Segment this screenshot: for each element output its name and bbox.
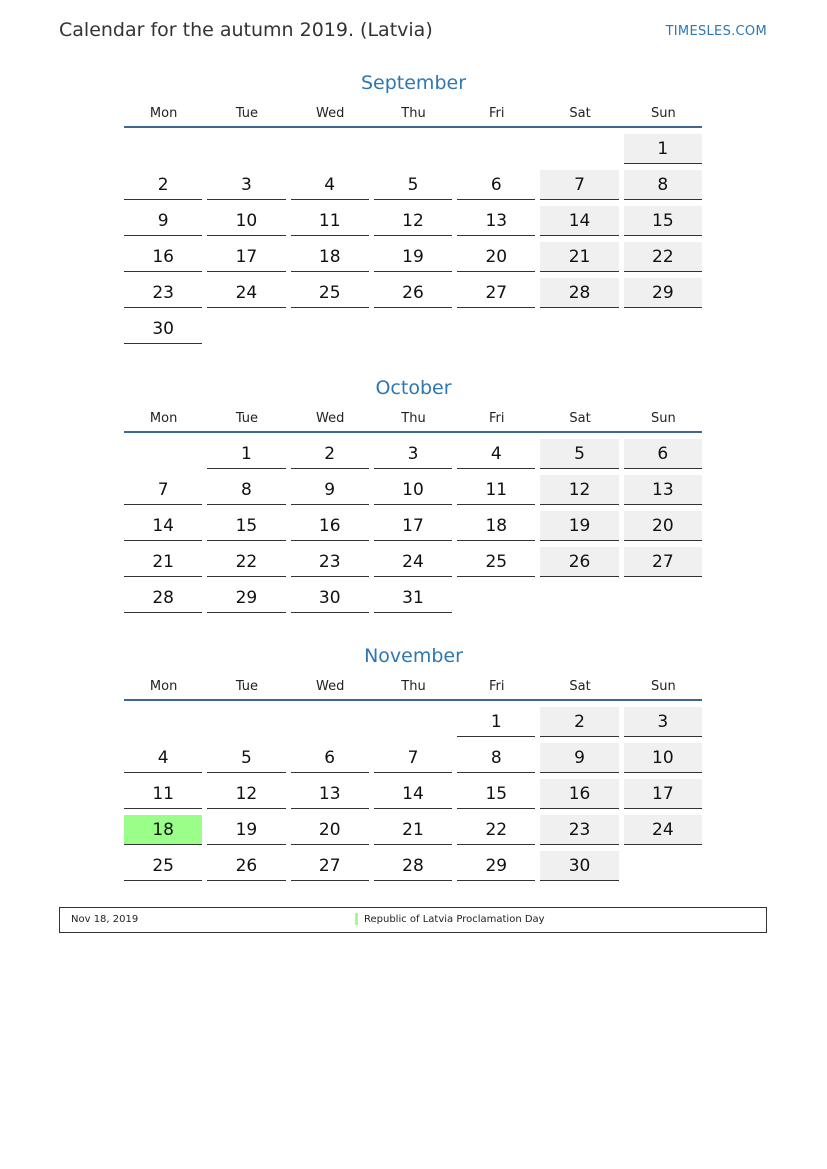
day-number [540, 134, 618, 164]
day-number: 15 [207, 511, 285, 541]
day-cell[interactable] [372, 438, 455, 474]
page-title: Calendar for the autumn 2019. (Latvia) [59, 19, 433, 41]
weekday-label: Tue [235, 410, 259, 426]
day-cell[interactable] [538, 546, 621, 582]
day-number [540, 583, 618, 613]
empty-day-cell [372, 706, 455, 742]
empty-day-cell [372, 313, 455, 349]
day-number: 8 [207, 475, 285, 505]
weekday-label: Tue [235, 105, 259, 121]
day-cell[interactable] [538, 474, 621, 510]
weekday-label: Sat [569, 410, 591, 426]
day-number: 12 [207, 779, 285, 809]
day-number: 6 [291, 743, 369, 773]
day-number: 9 [291, 475, 369, 505]
day-number: 13 [624, 475, 702, 505]
day-cell[interactable] [289, 277, 372, 313]
day-number: 19 [207, 815, 285, 845]
day-cell[interactable] [205, 510, 288, 546]
week-row [122, 241, 705, 277]
day-cell[interactable] [622, 814, 705, 850]
day-number [207, 707, 285, 737]
day-number: 15 [624, 206, 702, 236]
day-cell[interactable] [538, 706, 621, 742]
weekday-label: Mon [149, 678, 178, 694]
day-number: 18 [291, 242, 369, 272]
day-cell[interactable] [289, 510, 372, 546]
day-number: 27 [457, 278, 535, 308]
day-number [207, 314, 285, 344]
weekday-label: Thu [401, 678, 426, 694]
day-number: 7 [540, 170, 618, 200]
day-number [291, 134, 369, 164]
day-number: 24 [624, 815, 702, 845]
day-cell[interactable] [122, 474, 205, 510]
empty-day-cell [538, 313, 621, 349]
day-number: 30 [291, 583, 369, 613]
day-number: 13 [291, 779, 369, 809]
day-cell[interactable] [205, 778, 288, 814]
header-divider [124, 126, 702, 128]
day-number: 4 [124, 743, 202, 773]
day-cell[interactable] [289, 546, 372, 582]
month-october [122, 373, 705, 618]
day-number: 27 [624, 547, 702, 577]
day-cell[interactable] [455, 474, 538, 510]
weekday-label: Wed [316, 678, 345, 694]
holiday-day-cell[interactable] [122, 814, 205, 850]
month-title: September [360, 72, 467, 94]
weekday-label: Wed [316, 105, 345, 121]
day-number: 26 [540, 547, 618, 577]
empty-day-cell [205, 706, 288, 742]
day-cell[interactable] [622, 706, 705, 742]
day-number: 23 [291, 547, 369, 577]
day-number: 1 [457, 707, 535, 737]
empty-day-cell [122, 438, 205, 474]
day-cell[interactable] [538, 850, 621, 886]
day-cell[interactable] [205, 277, 288, 313]
day-number: 3 [207, 170, 285, 200]
day-number: 20 [291, 815, 369, 845]
day-cell[interactable] [538, 814, 621, 850]
day-cell[interactable] [622, 133, 705, 169]
day-number: 3 [374, 439, 452, 469]
day-number: 21 [374, 815, 452, 845]
day-cell[interactable] [622, 241, 705, 277]
day-cell[interactable] [122, 850, 205, 886]
weekday-label: Fri [489, 678, 505, 694]
day-number [374, 314, 452, 344]
day-number: 1 [207, 439, 285, 469]
weekday-label: Fri [489, 105, 505, 121]
day-number: 30 [540, 851, 618, 881]
day-cell[interactable] [205, 546, 288, 582]
day-cell[interactable] [455, 205, 538, 241]
day-number: 12 [374, 206, 452, 236]
empty-day-cell [205, 133, 288, 169]
week-row [122, 814, 705, 850]
day-cell[interactable] [538, 277, 621, 313]
day-cell[interactable] [205, 205, 288, 241]
day-number [124, 134, 202, 164]
empty-day-cell [622, 582, 705, 618]
day-number: 10 [207, 206, 285, 236]
day-number: 2 [540, 707, 618, 737]
day-number: 9 [124, 206, 202, 236]
day-number: 14 [374, 779, 452, 809]
day-number: 15 [457, 779, 535, 809]
day-cell[interactable] [289, 850, 372, 886]
day-cell[interactable] [372, 277, 455, 313]
day-cell[interactable] [122, 546, 205, 582]
day-number [457, 134, 535, 164]
day-number: 2 [124, 170, 202, 200]
day-cell[interactable] [455, 814, 538, 850]
day-cell[interactable] [122, 582, 205, 618]
day-cell[interactable] [122, 510, 205, 546]
day-cell[interactable] [455, 850, 538, 886]
day-cell[interactable] [122, 277, 205, 313]
day-cell[interactable] [455, 778, 538, 814]
month-november [122, 641, 705, 886]
day-number: 18 [457, 511, 535, 541]
day-number: 26 [374, 278, 452, 308]
day-number: 17 [624, 779, 702, 809]
day-number: 9 [540, 743, 618, 773]
day-number [124, 707, 202, 737]
day-cell[interactable] [122, 778, 205, 814]
weekday-header [122, 405, 705, 431]
week-row [122, 742, 705, 778]
day-number: 16 [291, 511, 369, 541]
week-row [122, 438, 705, 474]
day-cell[interactable] [122, 742, 205, 778]
day-cell[interactable] [622, 546, 705, 582]
empty-day-cell [455, 582, 538, 618]
day-cell[interactable] [538, 510, 621, 546]
day-number: 5 [374, 170, 452, 200]
day-number: 27 [291, 851, 369, 881]
day-number [624, 314, 702, 344]
weekday-header [122, 100, 705, 126]
day-cell[interactable] [289, 814, 372, 850]
day-cell[interactable] [622, 742, 705, 778]
day-cell[interactable] [372, 778, 455, 814]
day-number: 4 [291, 170, 369, 200]
legend-date: Nov 18, 2019 [71, 914, 139, 925]
day-number: 20 [624, 511, 702, 541]
day-number: 22 [207, 547, 285, 577]
legend-holiday-name: Republic of Latvia Proclamation Day [364, 914, 545, 925]
weekday-label: Thu [401, 105, 426, 121]
day-cell[interactable] [622, 474, 705, 510]
day-cell[interactable] [372, 510, 455, 546]
day-cell[interactable] [122, 241, 205, 277]
day-cell[interactable] [455, 277, 538, 313]
day-number: 7 [374, 743, 452, 773]
day-cell[interactable] [205, 850, 288, 886]
empty-day-cell [289, 706, 372, 742]
day-cell[interactable] [372, 474, 455, 510]
day-cell[interactable] [372, 241, 455, 277]
week-row [122, 510, 705, 546]
weekday-label: Tue [235, 678, 259, 694]
week-row [122, 778, 705, 814]
weekday-label: Mon [149, 410, 178, 426]
site-link[interactable]: TIMESLES.COM [665, 24, 767, 39]
day-number: 29 [457, 851, 535, 881]
day-cell[interactable] [538, 205, 621, 241]
day-cell[interactable] [455, 438, 538, 474]
day-number [124, 439, 202, 469]
day-number: 5 [540, 439, 618, 469]
day-number: 14 [124, 511, 202, 541]
weekday-label: Sat [569, 678, 591, 694]
week-row [122, 474, 705, 510]
weekday-label: Sun [650, 678, 676, 694]
day-number: 2 [291, 439, 369, 469]
day-number: 28 [124, 583, 202, 613]
day-cell[interactable] [289, 742, 372, 778]
empty-day-cell [372, 133, 455, 169]
day-number: 20 [457, 242, 535, 272]
day-cell[interactable] [205, 742, 288, 778]
weekday-label: Wed [316, 410, 345, 426]
day-number: 23 [540, 815, 618, 845]
day-cell[interactable] [122, 169, 205, 205]
day-cell[interactable] [622, 510, 705, 546]
empty-day-cell [122, 706, 205, 742]
day-cell[interactable] [372, 546, 455, 582]
day-number: 1 [624, 134, 702, 164]
day-number: 6 [624, 439, 702, 469]
day-number: 19 [374, 242, 452, 272]
day-number: 23 [124, 278, 202, 308]
day-number: 11 [457, 475, 535, 505]
month-september [122, 68, 705, 349]
week-row [122, 205, 705, 241]
day-number: 29 [624, 278, 702, 308]
day-cell[interactable] [455, 742, 538, 778]
day-cell[interactable] [205, 582, 288, 618]
day-number: 24 [374, 547, 452, 577]
day-number [374, 134, 452, 164]
weekday-header [122, 673, 705, 699]
day-number: 10 [624, 743, 702, 773]
day-cell[interactable] [538, 169, 621, 205]
day-number: 16 [540, 779, 618, 809]
week-row [122, 546, 705, 582]
day-cell[interactable] [455, 510, 538, 546]
month-title: November [364, 645, 463, 667]
day-number [457, 314, 535, 344]
day-number: 28 [540, 278, 618, 308]
empty-day-cell [289, 313, 372, 349]
empty-day-cell [289, 133, 372, 169]
day-cell[interactable] [622, 277, 705, 313]
day-cell[interactable] [289, 169, 372, 205]
empty-day-cell [622, 313, 705, 349]
day-number: 24 [207, 278, 285, 308]
day-number: 16 [124, 242, 202, 272]
day-number: 28 [374, 851, 452, 881]
day-number: 3 [624, 707, 702, 737]
day-number: 21 [124, 547, 202, 577]
day-number [374, 707, 452, 737]
day-cell[interactable] [372, 169, 455, 205]
day-cell[interactable] [372, 814, 455, 850]
legend-color-bar [355, 913, 358, 925]
day-cell[interactable] [455, 706, 538, 742]
day-number [457, 583, 535, 613]
weekday-label: Sat [569, 105, 591, 121]
day-number [291, 707, 369, 737]
empty-day-cell [205, 313, 288, 349]
day-number: 13 [457, 206, 535, 236]
day-number: 26 [207, 851, 285, 881]
month-title: October [375, 377, 452, 399]
day-cell[interactable] [205, 241, 288, 277]
empty-day-cell [122, 133, 205, 169]
day-number: 8 [457, 743, 535, 773]
day-number [207, 134, 285, 164]
week-row [122, 169, 705, 205]
weekday-label: Sun [650, 410, 676, 426]
day-cell[interactable] [205, 438, 288, 474]
day-number: 18 [124, 815, 202, 845]
day-cell[interactable] [289, 474, 372, 510]
day-cell[interactable] [538, 241, 621, 277]
day-cell[interactable] [289, 241, 372, 277]
day-number [624, 851, 702, 881]
weekday-label: Fri [489, 410, 505, 426]
week-row [122, 313, 705, 349]
day-number [291, 314, 369, 344]
day-cell[interactable] [205, 169, 288, 205]
holiday-legend [59, 907, 767, 933]
empty-day-cell [622, 850, 705, 886]
day-cell[interactable] [122, 313, 205, 349]
day-number: 17 [374, 511, 452, 541]
day-number: 19 [540, 511, 618, 541]
day-number: 29 [207, 583, 285, 613]
day-cell[interactable] [622, 778, 705, 814]
day-cell[interactable] [455, 169, 538, 205]
day-number: 6 [457, 170, 535, 200]
day-cell[interactable] [372, 742, 455, 778]
day-number: 7 [124, 475, 202, 505]
day-number: 21 [540, 242, 618, 272]
day-cell[interactable] [122, 205, 205, 241]
day-number: 25 [124, 851, 202, 881]
day-cell[interactable] [372, 205, 455, 241]
day-cell[interactable] [289, 205, 372, 241]
day-number: 17 [207, 242, 285, 272]
day-number: 4 [457, 439, 535, 469]
day-number: 11 [124, 779, 202, 809]
day-number: 22 [457, 815, 535, 845]
day-cell[interactable] [205, 814, 288, 850]
day-number [624, 583, 702, 613]
day-cell[interactable] [622, 205, 705, 241]
empty-day-cell [455, 133, 538, 169]
day-cell[interactable] [455, 241, 538, 277]
day-cell[interactable] [538, 778, 621, 814]
weekday-label: Thu [401, 410, 426, 426]
header-divider [124, 431, 702, 433]
empty-day-cell [538, 582, 621, 618]
day-cell[interactable] [289, 778, 372, 814]
day-number: 11 [291, 206, 369, 236]
week-row [122, 277, 705, 313]
day-cell[interactable] [538, 742, 621, 778]
day-number: 25 [457, 547, 535, 577]
day-number: 31 [374, 583, 452, 613]
day-cell[interactable] [289, 438, 372, 474]
weekday-label: Sun [650, 105, 676, 121]
day-cell[interactable] [622, 438, 705, 474]
header-divider [124, 699, 702, 701]
week-row [122, 133, 705, 169]
week-row [122, 582, 705, 618]
day-number: 14 [540, 206, 618, 236]
day-number [540, 314, 618, 344]
weekday-label: Mon [149, 105, 178, 121]
day-number: 5 [207, 743, 285, 773]
day-cell[interactable] [372, 582, 455, 618]
day-number: 25 [291, 278, 369, 308]
week-row [122, 706, 705, 742]
day-number: 22 [624, 242, 702, 272]
day-number: 30 [124, 314, 202, 344]
day-number: 10 [374, 475, 452, 505]
day-cell[interactable] [455, 546, 538, 582]
empty-day-cell [538, 133, 621, 169]
day-cell[interactable] [538, 438, 621, 474]
day-cell[interactable] [205, 474, 288, 510]
day-number: 8 [624, 170, 702, 200]
week-row [122, 850, 705, 886]
day-number: 12 [540, 475, 618, 505]
day-cell[interactable] [622, 169, 705, 205]
day-cell[interactable] [372, 850, 455, 886]
empty-day-cell [455, 313, 538, 349]
day-cell[interactable] [289, 582, 372, 618]
